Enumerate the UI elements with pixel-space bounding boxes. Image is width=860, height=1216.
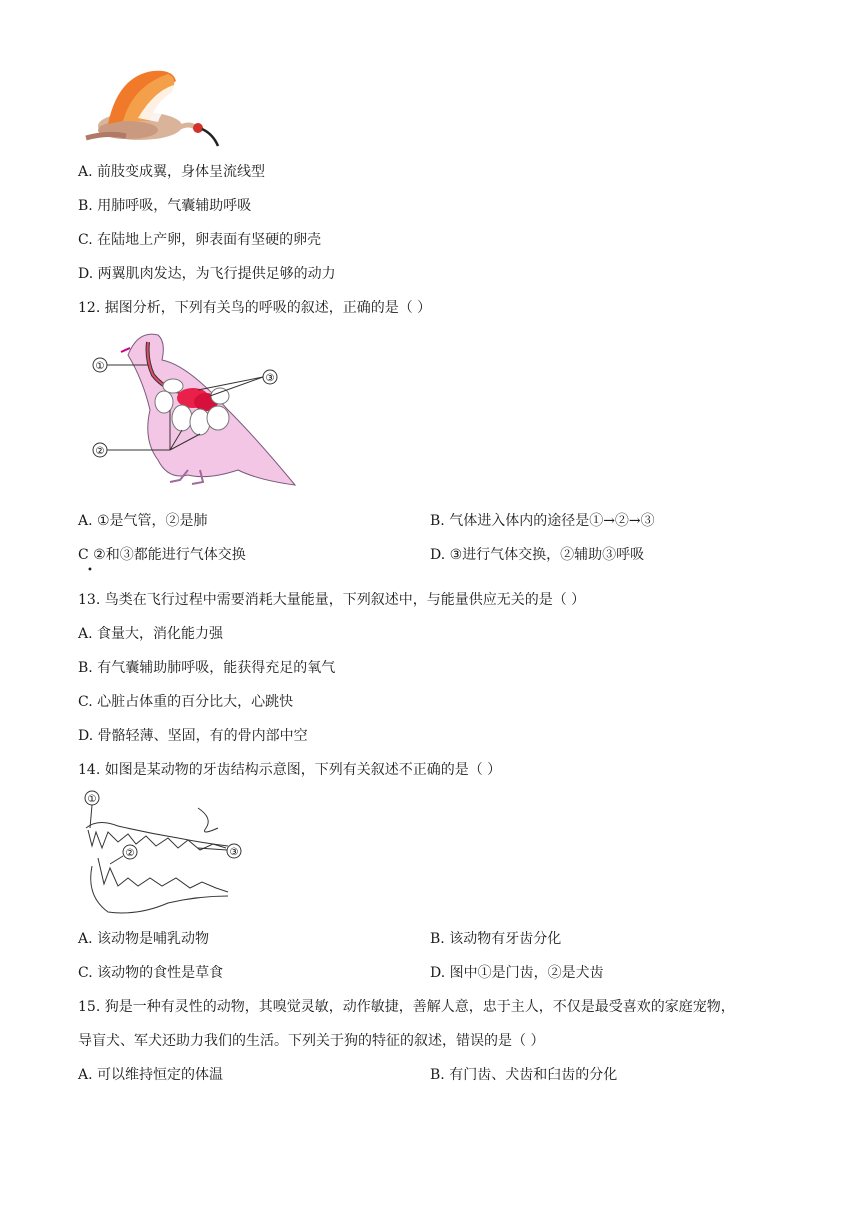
q14-option-d: D. 图中①是门齿，②是犬齿 <box>430 965 604 981</box>
diagram-label-3: ③ <box>265 373 275 384</box>
q12-option-b: B. 气体进入体内的途径是①→②→③ <box>430 513 655 529</box>
animal-teeth-diagram <box>78 788 248 920</box>
q13-option-a: A. 食量大，消化能力强 <box>78 626 224 642</box>
teeth-label-1: ① <box>87 794 97 805</box>
teeth-label-2: ② <box>125 848 135 859</box>
q12-option-d: D. ③进行气体交换，②辅助③呼吸 <box>430 547 645 563</box>
q15-stem-line2: 导盲犬、军犬还助力我们的生活。下列关于狗的特征的叙述，错误的是（ ） <box>78 1033 545 1049</box>
q13-option-c: C. 心脏占体重的百分比大，心跳快 <box>78 694 294 710</box>
q12-option-c: C ②和③都能进行气体交换 <box>78 547 246 563</box>
q13-option-d: D. 骨骼轻薄、坚固，有的骨内部中空 <box>78 728 308 744</box>
diagram-label-2: ② <box>95 446 105 457</box>
q14-option-c: C. 该动物的食性是草食 <box>78 965 224 981</box>
q12-option-a: A. ①是气管，②是肺 <box>78 513 208 529</box>
q14-option-b: B. 该动物有牙齿分化 <box>430 931 562 947</box>
q15-stem-line1: 15. 狗是一种有灵性的动物，其嗅觉灵敏，动作敏捷，善解人意，忠于主人，不仅是最受喜欢的家庭宠物， <box>78 999 735 1015</box>
q15-option-a: A. 可以维持恒定的体温 <box>78 1067 224 1083</box>
q11-option-d: D. 两翼肌肉发达，为飞行提供足够的动力 <box>78 266 336 282</box>
ibis-bird-figure <box>78 66 223 151</box>
q11-option-a: A. 前肢变成翼，身体呈流线型 <box>78 164 266 180</box>
q12-stem: 12. 据图分析，下列有关鸟的呼吸的叙述，正确的是（ ） <box>78 300 432 316</box>
q14-stem: 14. 如图是某动物的牙齿结构示意图，下列有关叙述不正确的是（ ） <box>78 762 502 778</box>
diagram-label-1: ① <box>95 361 105 372</box>
q15-option-b: B. 有门齿、犬齿和臼齿的分化 <box>430 1067 618 1083</box>
q13-option-b: B. 有气囊辅助肺呼吸，能获得充足的氧气 <box>78 660 336 676</box>
bullet-dot: • <box>87 565 93 576</box>
teeth-label-3: ③ <box>229 847 239 858</box>
q14-option-a: A. 该动物是哺乳动物 <box>78 931 210 947</box>
bird-respiratory-diagram <box>88 330 303 490</box>
q11-option-c: C. 在陆地上产卵，卵表面有坚硬的卵壳 <box>78 232 322 248</box>
q13-stem: 13. 鸟类在飞行过程中需要消耗大量能量，下列叙述中，与能量供应无关的是（ ） <box>78 592 586 608</box>
q11-option-b: B. 用肺呼吸，气囊辅助呼吸 <box>78 198 252 214</box>
